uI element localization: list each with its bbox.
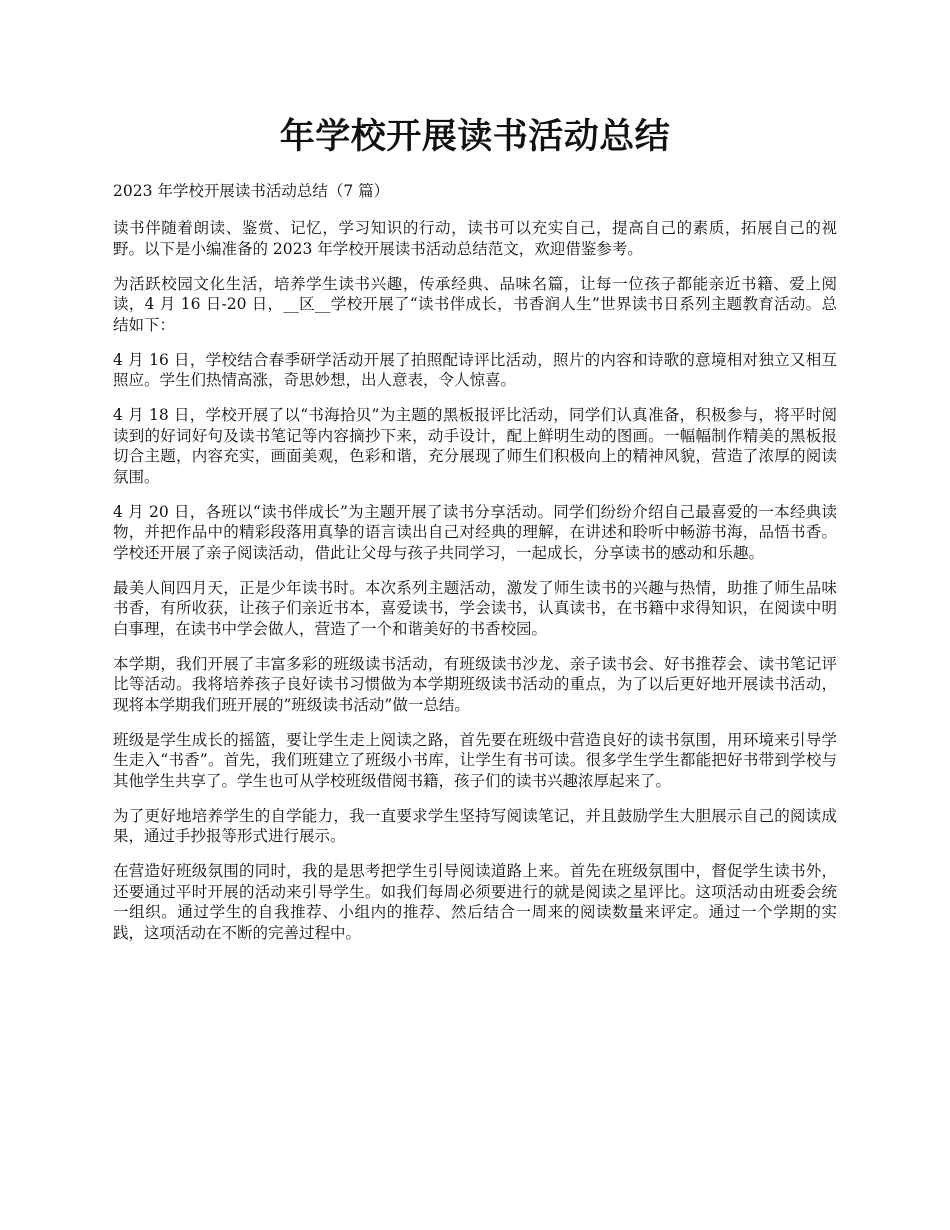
paragraph-reading-notes: 为了更好地培养学生的自学能力，我一直要求学生坚持写阅读笔记，并且鼓励学生大胆展示自己的阅读成果，通过手抄报等形式进行展示。: [113, 806, 837, 845]
paragraph-class-activities: 本学期，我们开展了丰富多彩的班级读书活动，有班级读书沙龙、亲子读书会、好书推荐会、读书笔记评比等活动。我将培养孩子良好读书习惯做为本学期班级读书活动的重点，为了以后更好地开展读书活动，现将本学期我们班开展的”班级读书活动”做一总结。: [113, 654, 837, 714]
paragraph-activity-overview: 为活跃校园文化生活，培养学生读书兴趣，传承经典、品味名篇，让每一位孩子都能亲近书籍、爱上阅读，4 月 16 日-20 日，__区__学校开展了“读书伴成长，书香润人生”世界读书日系列主题教育活动。总结如下：: [113, 274, 837, 334]
document-page: [113, 112, 837, 958]
paragraph-april-18: 4 月 18 日，学校开展了以“书海拾贝”为主题的黑板报评比活动，同学们认真准备，积极参与，将平时阅读到的好词好句及读书笔记等内容摘抄下来，动手设计，配上鲜明生动的图画。一幅幅制作精美的黑板报切合主题，内容充实，画面美观，色彩和谐，充分展现了师生们积极向上的精神风貌，营造了浓厚的阅读氛围。: [113, 406, 837, 486]
document-title: 年学校开展读书活动总结: [279, 116, 671, 157]
paragraph-class-atmosphere: 班级是学生成长的摇篮，要让学生走上阅读之路，首先要在班级中营造良好的读书氛围，用环境来引导学生走入“书香”。首先，我们班建立了班级小书库，让学生有书可读。很多学生学生都能把好书带到学校与其他学生共享了。学生也可从学校班级借阅书籍，孩子们的读书兴趣浓厚起来了。: [113, 730, 837, 790]
paragraph-summary: 最美人间四月天，正是少年读书时。本次系列主题活动，激发了师生读书的兴趣与热情，助推了师生品味书香，有所收获，让孩子们亲近书本，喜爱读书，学会读书，认真读书，在书籍中求得知识，在阅读中明白事理，在读书中学会做人，营造了一个和谐美好的书香校园。: [113, 578, 837, 638]
paragraph-intro: 读书伴随着朗读、鉴赏、记忆，学习知识的行动，读书可以充实自己，提高自己的素质，拓展自己的视野。以下是小编准备的 2023 年学校开展读书活动总结范文，欢迎借鉴参考。: [113, 219, 837, 258]
paragraph-reading-star: 在营造好班级氛围的同时，我的是思考把学生引导阅读道路上来。首先在班级氛围中，督促学生读书外，还要通过平时开展的活动来引导学生。如我们每周必须要进行的就是阅读之星评比。这项活动由班委会统一组织。通过学生的自我推荐、小组内的推荐、然后结合一周来的阅读数量来评定。通过一个学期的实践，这项活动在不断的完善过程中。: [113, 862, 837, 942]
paragraph-april-20: 4 月 20 日，各班以“读书伴成长”为主题开展了读书分享活动。同学们纷纷介绍自己最喜爱的一本经典读物，并把作品中的精彩段落用真挚的语言读出自己对经典的理解，在讲述和聆听中畅游书海，品悟书香。学校还开展了亲子阅读活动，借此让父母与孩子共同学习，一起成长，分享读书的感动和乐趣。: [113, 502, 837, 562]
document-subtitle: 2023 年学校开展读书活动总结（7 篇）: [113, 182, 390, 200]
paragraph-april-16: 4 月 16 日，学校结合春季研学活动开展了拍照配诗评比活动，照片的内容和诗歌的意境相对独立又相互照应。学生们热情高涨，奇思妙想，出人意表，令人惊喜。: [113, 350, 837, 389]
